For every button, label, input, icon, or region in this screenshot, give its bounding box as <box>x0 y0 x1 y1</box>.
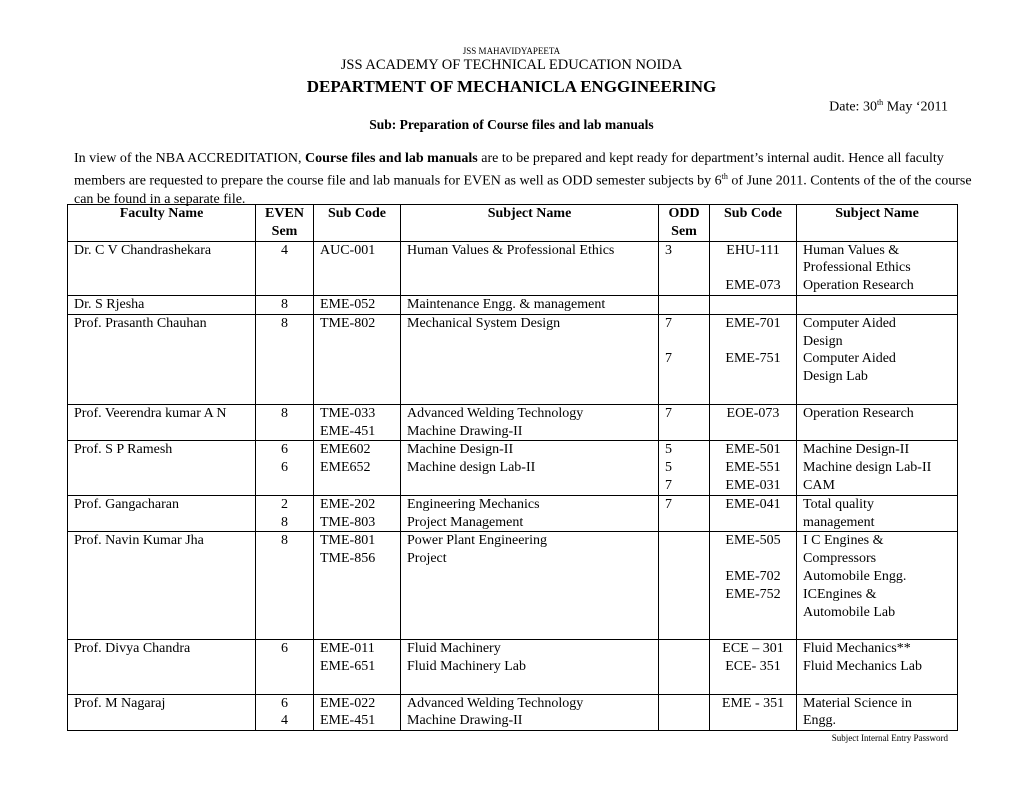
cell-even-sem: 6 4 <box>256 694 314 731</box>
intro-paragraph: In view of the NBA ACCREDITATION, Course files and lab manuals are to be prepared and kept ready for department’s internal audit. Hence all faculty members are requested to prepare the course file and lab manuals for EVEN as well as ODD semester subjects by 6th of June 2011. Contents of the of the course can be found in a separate file. <box>74 151 972 207</box>
table-row <box>68 404 958 441</box>
cell-sub-code: EME602 EME652 <box>314 441 401 495</box>
cell-odd-sem <box>659 532 710 640</box>
cell-even-sem: 8 <box>256 532 314 640</box>
cell-even-sem: 4 <box>256 241 314 295</box>
cell-odd-sem: 3 <box>659 241 710 295</box>
cell-faculty-name: Dr. S Rjesha <box>68 295 256 314</box>
cell-sub-code-odd: ECE – 301 ECE- 351 <box>710 640 797 694</box>
cell-sub-code-odd: EME-501 EME-551 EME-031 <box>710 441 797 495</box>
cell-sub-code-odd: EHU-111 EME-073 <box>710 241 797 295</box>
cell-faculty-name: Prof. Gangacharan <box>68 495 256 532</box>
cell-even-sem: 6 <box>256 640 314 694</box>
org-small-heading: JSS MAHAVIDYAPEETA <box>462 46 561 56</box>
cell-even-sem: 8 <box>256 314 314 404</box>
cell-subject-name-odd: I C Engines & Compressors Automobile Engg. ICEngines & Automobile Lab <box>797 532 958 640</box>
table-row <box>68 295 958 314</box>
department-heading: DEPARTMENT OF MECHANICLA ENGGINEERING <box>306 77 717 96</box>
col-header-subject-name-odd: Subject Name <box>797 205 958 242</box>
cell-odd-sem: 7 <box>659 404 710 441</box>
cell-subject-name: Fluid Machinery Fluid Machinery Lab <box>401 640 659 694</box>
col-header-odd-sem: ODD Sem <box>659 205 710 242</box>
table-row <box>68 441 958 495</box>
cell-odd-sem: 7 <box>659 495 710 532</box>
table-row <box>68 532 958 640</box>
cell-faculty-name: Prof. Veerendra kumar A N <box>68 404 256 441</box>
cell-sub-code-odd <box>710 295 797 314</box>
cell-faculty-name: Prof. Prasanth Chauhan <box>68 314 256 404</box>
cell-odd-sem <box>659 295 710 314</box>
cell-subject-name-odd: Machine Design-II Machine design Lab-II CAM <box>797 441 958 495</box>
course-allocation-table <box>67 204 958 731</box>
document-date: Date: 30th May ‘2011 <box>829 98 948 115</box>
cell-sub-code-odd: EME-701 EME-751 <box>710 314 797 404</box>
cell-sub-code: TME-802 <box>314 314 401 404</box>
cell-subject-name-odd <box>797 295 958 314</box>
cell-subject-name: Engineering Mechanics Project Management <box>401 495 659 532</box>
cell-sub-code: EME-052 <box>314 295 401 314</box>
cell-sub-code: AUC-001 <box>314 241 401 295</box>
cell-subject-name: Machine Design-II Machine design Lab-II <box>401 441 659 495</box>
cell-even-sem: 6 6 <box>256 441 314 495</box>
cell-subject-name: Advanced Welding Technology Machine Drawing-II <box>401 404 659 441</box>
cell-faculty-name: Prof. M Nagaraj <box>68 694 256 731</box>
cell-sub-code-odd: EME-505 EME-702 EME-752 <box>710 532 797 640</box>
table-row <box>68 314 958 404</box>
cell-subject-name-odd: Human Values & Professional Ethics Operation Research <box>797 241 958 295</box>
table-row <box>68 640 958 694</box>
cell-odd-sem: 5 5 7 <box>659 441 710 495</box>
col-header-sub-code-odd: Sub Code <box>710 205 797 242</box>
footer-note: Subject Internal Entry Password <box>831 733 948 743</box>
cell-subject-name-odd: Total quality management <box>797 495 958 532</box>
cell-subject-name: Mechanical System Design <box>401 314 659 404</box>
cell-subject-name-odd: Computer Aided Design Computer Aided Design Lab <box>797 314 958 404</box>
cell-sub-code: EME-011 EME-651 <box>314 640 401 694</box>
cell-sub-code: TME-033 EME-451 <box>314 404 401 441</box>
cell-subject-name-odd: Fluid Mechanics** Fluid Mechanics Lab <box>797 640 958 694</box>
cell-sub-code-odd: EME - 351 <box>710 694 797 731</box>
cell-faculty-name: Prof. Navin Kumar Jha <box>68 532 256 640</box>
cell-faculty-name: Dr. C V Chandrashekara <box>68 241 256 295</box>
cell-faculty-name: Prof. Divya Chandra <box>68 640 256 694</box>
table-row <box>68 694 958 731</box>
cell-sub-code-odd: EME-041 <box>710 495 797 532</box>
col-header-subject-name: Subject Name <box>401 205 659 242</box>
table-header-row <box>68 205 958 242</box>
academy-heading: JSS ACADEMY OF TECHNICAL EDUCATION NOIDA <box>340 57 683 73</box>
cell-sub-code: EME-202 TME-803 <box>314 495 401 532</box>
col-header-sub-code: Sub Code <box>314 205 401 242</box>
cell-subject-name: Power Plant Engineering Project <box>401 532 659 640</box>
cell-even-sem: 8 <box>256 404 314 441</box>
cell-even-sem: 2 8 <box>256 495 314 532</box>
table-row <box>68 241 958 295</box>
cell-odd-sem: 7 7 <box>659 314 710 404</box>
cell-subject-name-odd: Material Science in Engg. <box>797 694 958 731</box>
cell-subject-name: Maintenance Engg. & management <box>401 295 659 314</box>
cell-even-sem: 8 <box>256 295 314 314</box>
col-header-even-sem: EVEN Sem <box>256 205 314 242</box>
cell-odd-sem <box>659 694 710 731</box>
cell-sub-code: EME-022 EME-451 <box>314 694 401 731</box>
cell-sub-code: TME-801 TME-856 <box>314 532 401 640</box>
cell-sub-code-odd: EOE-073 <box>710 404 797 441</box>
cell-odd-sem <box>659 640 710 694</box>
col-header-faculty: Faculty Name <box>68 205 256 242</box>
table-row <box>68 495 958 532</box>
cell-subject-name-odd: Operation Research <box>797 404 958 441</box>
cell-subject-name: Advanced Welding Technology Machine Drawing-II <box>401 694 659 731</box>
subject-line: Sub: Preparation of Course files and lab manuals <box>369 117 654 132</box>
cell-faculty-name: Prof. S P Ramesh <box>68 441 256 495</box>
cell-subject-name: Human Values & Professional Ethics <box>401 241 659 295</box>
